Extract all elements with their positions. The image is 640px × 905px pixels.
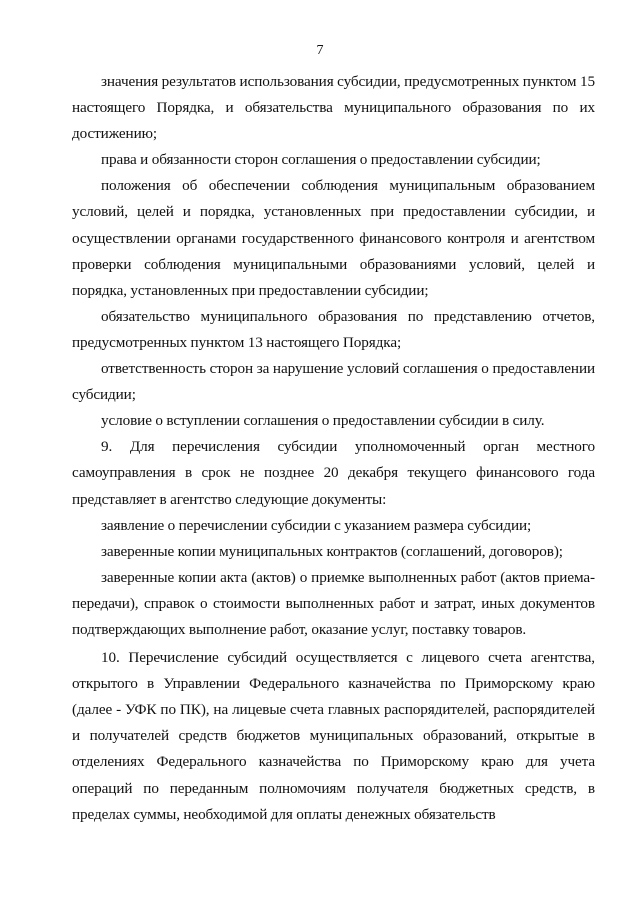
paragraph-acceptance-acts: заверенные копии акта (актов) о приемке выполненных работ (актов приема-передачи), справок о стоимости выполненных работ и затрат, иных документов подтверждающих выполнение работ, оказание услуг, поставку товаров. <box>72 568 595 638</box>
paragraph-clause-9: 9. Для перечисления субсидии уполномоченный орган местного самоуправления в срок не позднее 20 декабря текущего финансового года представляет в агентство следующие документы: <box>72 438 595 508</box>
paragraph-contract-copies: заверенные копии муниципальных контрактов (соглашений, договоров); <box>101 542 563 560</box>
paragraph-subsidy-results: значения результатов использования субсидии, предусмотренных пунктом 15 настоящего Порядка, и обязательства муниципального образования по их достижению; <box>72 73 595 143</box>
paragraph-reporting-obligation: обязательство муниципального образования по представлению отчетов, предусмотренных пунктом 13 настоящего Порядка; <box>72 307 595 351</box>
paragraph-clause-10: 10. Перечисление субсидий осуществляется с лицевого счета агентства, открытого в Управлении Федерального казначейства по Приморскому краю (далее - УФК по ПК), на лицевые счета главных распорядителей, распорядителей и получателей средств бюджетов муниципальных образований, открытые в отделениях Федерального казначейства по Приморскому краю для учета операций по переданным полномочиям получателя бюджетных средств, в пределах суммы, необходимой для оплаты денежных обязательств <box>72 649 595 823</box>
page-number: 7 <box>316 43 324 58</box>
paragraph-rights-obligations: права и обязанности сторон соглашения о предоставлении субсидии; <box>101 151 541 169</box>
paragraph-compliance-provisions: положения об обеспечении соблюдения муниципальным образованием условий, целей и порядка, установленных при предоставлении субсидии, и осуществлении органами государственного финансового контроля и агентством проверки соблюдения муниципальными образованиями условий, целей и порядка, установленных при предоставлении субсидии; <box>72 177 595 299</box>
paragraph-responsibility: ответственность сторон за нарушение условий соглашения о предоставлении субсидии; <box>72 360 595 404</box>
paragraph-entry-into-force: условие о вступлении соглашения о предоставлении субсидии в силу. <box>101 412 545 430</box>
paragraph-application: заявление о перечислении субсидии с указанием размера субсидии; <box>101 516 532 534</box>
document-body <box>72 69 595 828</box>
